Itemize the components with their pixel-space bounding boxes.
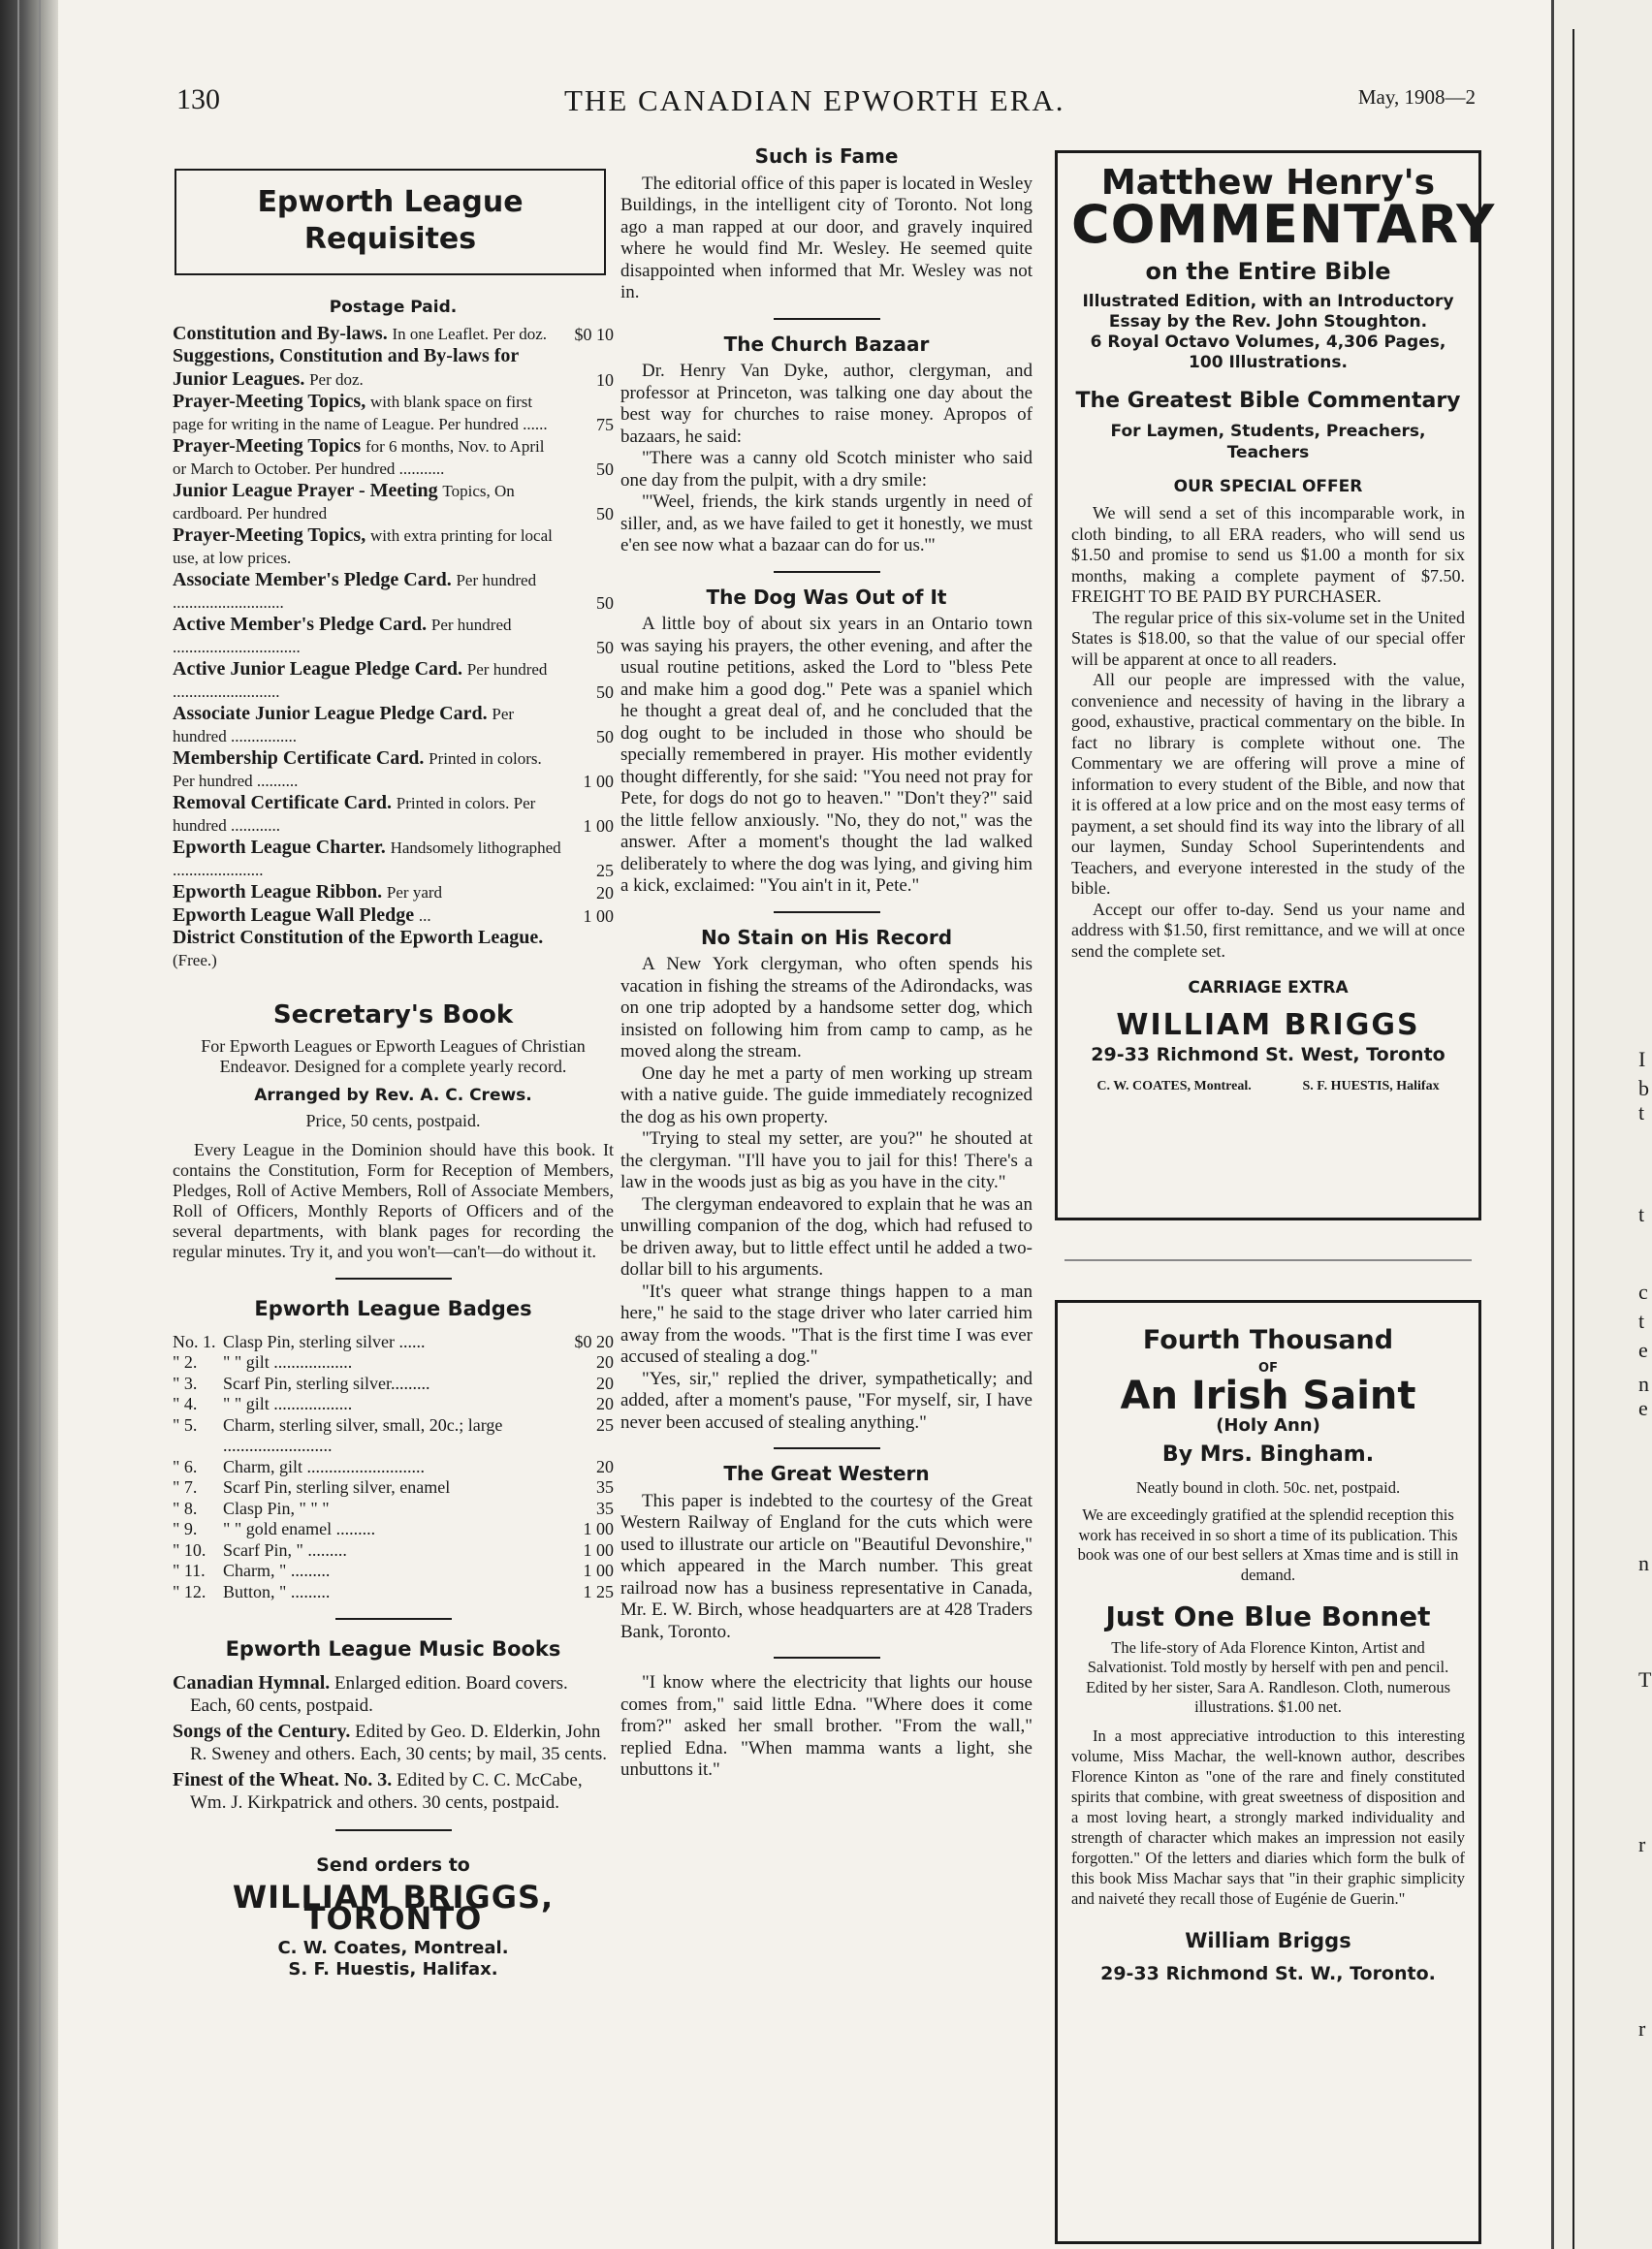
secretary-book-for: For Epworth Leagues or Epworth Leagues of Christian Endeavor. Designed for a complete yearly record. — [201, 1035, 586, 1076]
requisite-item — [173, 792, 614, 837]
fragment: n — [1638, 1372, 1649, 1396]
ad-agents — [1071, 1076, 1465, 1098]
adjacent-page — [1551, 0, 1652, 2249]
badge-number: " 6. — [173, 1456, 198, 1476]
requisite-name: Associate Member's Pledge Card. — [173, 569, 452, 590]
article-title-such-is-fame: Such is Fame — [754, 144, 899, 168]
fragment: e — [1638, 1396, 1648, 1420]
requisite-text — [173, 747, 561, 792]
article-body: This paper is indebted to the courtesy of the Great Western Railway of England for the cuts which were used to illustrate our article on "Beautiful Devonshire," which appeared in the March number. This great railroad now has a business representative in Canada, Mr. E. W. Birch, whose headquarters are at 428 Traders Bank, Toronto. — [620, 1490, 1032, 1642]
badge-price: 35 — [596, 1498, 614, 1518]
requisite-description: for 6 months, Nov. to April or March to October. Per hundred ........... — [173, 437, 545, 478]
requisite-price: $0 10 — [574, 324, 614, 344]
ad-of: OF — [1258, 1360, 1278, 1376]
requisite-description: Per doz. — [309, 369, 364, 389]
requisite-item — [173, 703, 614, 747]
badge-row — [173, 1582, 614, 1603]
requisite-price: 10 — [596, 369, 614, 390]
requisite-description: Handsomely lithographed ...................... — [173, 839, 561, 879]
requisite-description: Per hundred ........................... — [173, 571, 537, 612]
requisite-text — [173, 435, 561, 480]
newspaper-title: THE CANADIAN EPWORTH ERA. — [564, 83, 1065, 117]
requisite-price: 75 — [596, 414, 614, 434]
badge-row — [173, 1499, 614, 1520]
badge-item: Charm, sterling silver, small, 20c.; large ......................... — [223, 1414, 503, 1455]
requisite-item — [173, 881, 614, 904]
requisite-text — [173, 927, 561, 971]
fragment: I — [1638, 1047, 1646, 1071]
badge-number: " 3. — [173, 1373, 198, 1393]
requisite-text — [173, 837, 561, 881]
requisite-name: Epworth League Ribbon. — [173, 881, 383, 903]
badge-item: Charm, " ......... — [223, 1561, 331, 1580]
ad-body: We will send a set of this incomparable work, in cloth binding, to all ERA readers, who will send us $1.50 and promise to send us $1.00 a month for six months, making a complete payment of $7.50. FREIGHT TO BE PAID BY PURCHASER. — [1071, 503, 1465, 606]
ad-body: Accept our offer to-day. Send us your name and address with $1.50, first remittance, and we will at once send the complete set. — [1071, 899, 1465, 961]
badge-number: " 12. — [173, 1581, 206, 1601]
publisher-name: William Briggs — [1185, 1928, 1351, 1952]
column-advertisements — [1055, 150, 1496, 2244]
badge-item: Charm, gilt ........................... — [223, 1456, 425, 1476]
ad-edition: Illustrated Edition, with an Introductory Essay by the Rev. John Stoughton. — [1082, 292, 1454, 332]
article-body: A little boy of about six years in an Ontario town was saying his prayers, the other evening, and after the usual routine petitions, asked the Lord to "bless Pete and make him a good dog." Pete was a spaniel which he thought a great deal of, and he concluded that the dog ought to be included in those who should be specially remembered in prayer. His mother evidently thought differently, for she said: "You need not pray for Pete, for dogs do not go to heaven." "Don't they?" said the little fellow anxiously. "No, they do not," was the answer. After a moment's thought the lad walked deliberately to where the dog was lying, and giving him a kick, exclaimed: "You ain't in it, Pete." — [620, 614, 1032, 896]
badge-item: Button, " ......... — [223, 1581, 331, 1601]
books-advertisement — [1055, 1300, 1481, 2244]
requisite-text — [173, 703, 561, 747]
ad-audience: For Laymen, Students, Preachers, Teachers — [1110, 421, 1426, 462]
book-subtitle: (Holy Ann) — [1216, 1414, 1320, 1436]
requisite-name: Membership Certificate Card. — [173, 747, 425, 769]
ad-subtitle: on the Entire Bible — [1145, 257, 1391, 285]
music-book-description: Edited by Geo. D. Elderkin, John R. Sweney and others. Each, 30 cents; by mail, 35 cents. — [190, 1722, 608, 1764]
fragment: e — [1638, 1338, 1648, 1362]
divider — [774, 1447, 880, 1449]
postage-note: Postage Paid. — [329, 298, 458, 317]
article-body: "Yes, sir," replied the driver, sympathetically; and added, after a moment's pause, "For myself, sir, I have never been accused of stealing anything." — [620, 1368, 1032, 1433]
requisite-item — [173, 927, 614, 971]
badge-item: Scarf Pin, " ......... — [223, 1539, 347, 1560]
requisite-description: with blank space on first page for writing in the name of League. Per hundred ...... — [173, 393, 548, 433]
badge-number: " 9. — [173, 1519, 198, 1538]
music-book-name: Songs of the Century. — [173, 1721, 351, 1742]
music-book-description: Enlarged edition. Board covers. Each, 60 cents, postpaid. — [190, 1673, 568, 1716]
book-title-irish-saint: An Irish Saint — [1120, 1374, 1416, 1418]
article-body: One day he met a party of men working up stream with a native guide. The guide immediately recognized the dog as his own property. — [620, 1062, 1032, 1127]
requisite-item — [173, 345, 614, 391]
badge-price: 20 — [596, 1352, 614, 1372]
publisher-address: 29-33 Richmond St. W., Toronto. — [1100, 1963, 1436, 1984]
badge-price: $0 20 — [574, 1331, 614, 1351]
article-title-great-western: The Great Western — [723, 1462, 930, 1485]
book-spine — [0, 0, 58, 2249]
badge-row — [173, 1394, 614, 1415]
article-body: A New York clergyman, who often spends his vacation in fishing the streams of the Adirondacks, was on one trip adopted by a handsome setter dog, which insisted on following him from camp to camp, as he moved along the stream. — [620, 954, 1032, 1061]
requisite-text — [173, 480, 561, 524]
secretary-book-heading: Secretary's Book — [272, 1000, 514, 1029]
music-book-description: Edited by C. C. McCabe, Wm. J. Kirkpatrick and others. 30 cents, postpaid. — [190, 1770, 583, 1813]
ad-heading: The Greatest Bible Commentary — [1075, 389, 1461, 413]
requisite-text — [173, 524, 561, 569]
commentary-advertisement — [1055, 150, 1496, 1220]
requisites-title-line2: Requisites — [303, 222, 477, 256]
requisite-price: 50 — [596, 681, 614, 702]
ad-edition: Fourth Thousand — [1142, 1325, 1394, 1355]
fragment: T — [1638, 1667, 1652, 1692]
badge-price: 20 — [596, 1456, 614, 1476]
fragment: b — [1638, 1076, 1649, 1100]
fragment: t — [1638, 1309, 1645, 1333]
badge-number: " 7. — [173, 1477, 198, 1497]
ad-title: Matthew Henry's — [1100, 163, 1436, 203]
requisite-text — [173, 323, 561, 346]
requisite-name: Epworth League Wall Pledge — [173, 903, 415, 926]
music-book-item — [173, 1769, 614, 1814]
badge-price: 20 — [596, 1373, 614, 1393]
spine-line — [39, 0, 41, 2249]
requisite-description: Printed in colors. Per hundred .......... — [173, 749, 542, 790]
ad-offer-heading: OUR SPECIAL OFFER — [1173, 476, 1363, 496]
badge-row — [173, 1415, 614, 1457]
requisite-item — [173, 614, 614, 658]
badge-item: " " gilt .................. — [223, 1352, 353, 1372]
article-body: "'Weel, friends, the kirk stands urgently in need of siller, and, as we have failed to get it honestly, we must e'en see now what a bazaar can do for us.'" — [620, 491, 1032, 555]
divider — [335, 1618, 452, 1620]
requisites-title-line1: Epworth League — [257, 185, 524, 219]
music-book-item — [173, 1721, 614, 1765]
fragment: r — [1638, 1832, 1646, 1856]
music-book-name: Canadian Hymnal. — [173, 1672, 331, 1694]
badge-number: No. 1. — [173, 1331, 216, 1351]
ad-body: The regular price of this six-volume set in the United States is $18.00, so that the value of our special offer will be apparent at once to all readers. — [1071, 607, 1465, 669]
badge-number: " 2. — [173, 1352, 198, 1372]
badge-row — [173, 1477, 614, 1499]
requisite-text — [173, 792, 561, 837]
badge-price: 20 — [596, 1394, 614, 1413]
requisite-item — [173, 904, 614, 928]
agent-montreal: C. W. Coates, Montreal. — [277, 1937, 509, 1958]
requisite-price: 50 — [596, 726, 614, 746]
divider — [774, 911, 880, 913]
requisite-name: Removal Certificate Card. — [173, 792, 393, 813]
requisite-description: with extra printing for local use, at low prices. — [173, 526, 553, 567]
badge-row — [173, 1374, 614, 1395]
secretary-book-body: Every League in the Dominion should have this book. It contains the Constitution, Form for Reception of Members, Pledges, Roll of Active Members, Roll of Associate Members, Roll of Officers, Monthly Reports of Officers and of the several departments, with blank pages for recording the regular minutes. Try it, and you won't—can't—do without it. — [173, 1139, 614, 1261]
requisite-text — [173, 904, 561, 928]
book-description: We are exceedingly gratified at the splendid reception this work has received in so short a time of its publication. This book was one of our best sellers at Xmas time and is still in demand. — [1077, 1505, 1459, 1584]
requisite-text — [173, 881, 561, 904]
page-header — [176, 83, 1476, 132]
article-body: Dr. Henry Van Dyke, author, clergyman, and professor at Princeton, was talking one day about the best way for churches to raise money. Apropos of bazaars, he said: — [620, 361, 1032, 447]
requisite-item — [173, 435, 614, 480]
requisite-text — [173, 391, 561, 435]
book-review: In a most appreciative introduction to this interesting volume, Miss Machar, the well-known author, describes Florence Kinton as "one of the rare and finely constituted spirits that combine, with great sweetness of disposition and a most loving heart, a strongly marked individuality and strength of character which makes an impression not easily forgotten." Of the letters and diaries which form the bulk of this book Miss Machar says that "in their graphic simplicity and naiveté they recall those of Eugénie de Guerin." — [1071, 1726, 1465, 1908]
send-orders-label: Send orders to — [316, 1854, 470, 1876]
requisite-price: 50 — [596, 637, 614, 657]
badge-item: Scarf Pin, sterling silver......... — [223, 1373, 430, 1393]
publisher-name: WILLIAM BRIGGS — [1116, 1007, 1420, 1042]
requisite-name: Epworth League Charter. — [173, 837, 386, 858]
fragment: n — [1638, 1551, 1649, 1575]
article-body: "Trying to steal my setter, are you?" he shouted at the clergyman. "I'll have you to jail for this! There's a law in the woods just as big as you have in the city." — [620, 1128, 1032, 1192]
badge-price: 1 00 — [583, 1519, 614, 1538]
requisite-price: 1 00 — [583, 815, 614, 836]
requisite-item — [173, 323, 614, 346]
page-edge — [1551, 0, 1554, 2249]
badge-item: Clasp Pin, sterling silver ...... — [223, 1331, 426, 1351]
book-title-blue-bonnet: Just One Blue Bonnet — [1105, 1600, 1431, 1632]
requisite-price: 50 — [596, 592, 614, 613]
badge-row — [173, 1519, 614, 1540]
divider — [335, 1278, 452, 1280]
requisite-name: Suggestions, Constitution and By-laws for Junior Leagues. — [173, 345, 519, 390]
badge-price: 1 00 — [583, 1561, 614, 1580]
secretary-book-author: Arranged by Rev. A. C. Crews. — [254, 1085, 532, 1105]
music-book-name: Finest of the Wheat. No. 3. — [173, 1769, 393, 1790]
article-title-dog-out-of-it: The Dog Was Out of It — [706, 585, 947, 609]
requisite-name: District Constitution of the Epworth League. — [173, 927, 544, 948]
requisite-description: Per yard — [386, 883, 443, 902]
fragment: c — [1638, 1280, 1648, 1304]
badge-row — [173, 1561, 614, 1582]
requisite-name: Active Member's Pledge Card. — [173, 614, 428, 635]
badge-item: " " gold enamel ......... — [223, 1519, 376, 1538]
badge-number: " 8. — [173, 1498, 198, 1518]
requisite-item — [173, 391, 614, 435]
badges-heading: Epworth League Badges — [254, 1296, 532, 1320]
requisite-name: Associate Junior League Pledge Card. — [173, 703, 488, 724]
badge-row — [173, 1457, 614, 1478]
article-body: The editorial office of this paper is located in Wesley Buildings, in the intelligent city of Toronto. Not long ago a man rapped at our door, and gravely inquired where he would find Mr. Wesley. He seemed quite disappointed when informed that Mr. Wesley was not in. — [620, 173, 1032, 302]
requisites-list — [173, 323, 614, 972]
ad-volumes: 6 Royal Octavo Volumes, 4,306 Pages, 100 Illustrations. — [1090, 333, 1446, 372]
music-books-heading: Epworth League Music Books — [225, 1637, 561, 1661]
article-body: "There was a canny old Scotch minister who said one day from the pulpit, with a dry smile: — [620, 448, 1032, 491]
requisite-description: In one Leaflet. Per doz. — [392, 324, 548, 343]
requisite-description: Per hundred ................ — [173, 705, 515, 745]
requisite-name: Active Junior League Pledge Card. — [173, 658, 463, 680]
divider — [774, 1657, 880, 1659]
requisite-description: Topics, On cardboard. Per hundred — [173, 482, 515, 523]
agent-montreal: C. W. COATES, Montreal. — [1096, 1078, 1252, 1093]
agent-halifax: S. F. HUESTIS, Halifax — [1302, 1078, 1440, 1093]
requisite-description: ... — [418, 905, 431, 925]
badge-item: Clasp Pin, " " " — [223, 1498, 330, 1518]
book-description: The life-story of Ada Florence Kinton, Artist and Salvationist. Told mostly by herself with pen and pencil. Edited by her sister, Sara A. Randleson. Cloth, numerous illustrations. $1.00 net. — [1085, 1637, 1451, 1716]
divider — [335, 1829, 452, 1831]
article-body: "I know where the electricity that lights our house comes from," said little Edna. "Where does it come from?" asked her small brother. "From the wall," replied Edna. "When mamma wants a light, she unbuttons it." — [620, 1672, 1032, 1780]
requisite-description: Printed in colors. Per hundred ............ — [173, 794, 536, 835]
requisite-item — [173, 747, 614, 792]
requisite-item — [173, 524, 614, 569]
publisher-address: 29-33 Richmond St. West, Toronto — [1091, 1044, 1446, 1065]
badge-item: " " gilt .................. — [223, 1394, 353, 1413]
requisite-text — [173, 569, 561, 614]
issue-date: May, 1908—2 — [1357, 85, 1476, 109]
publisher-name: WILLIAM BRIGGS, TORONTO — [232, 1878, 555, 1937]
requisite-text — [173, 345, 561, 391]
requisite-description: Per hundred .......................... — [173, 660, 548, 701]
requisite-name: Prayer-Meeting Topics — [173, 435, 362, 457]
requisite-item — [173, 658, 614, 703]
requisite-price: 50 — [596, 503, 614, 523]
badge-price: 1 00 — [583, 1539, 614, 1560]
requisite-item — [173, 480, 614, 524]
badge-price: 25 — [596, 1414, 614, 1435]
ad-title: COMMENTARY — [1071, 193, 1496, 255]
requisite-price: 1 00 — [583, 771, 614, 791]
requisite-name: Constitution and By-laws. — [173, 322, 388, 344]
requisite-name: Prayer-Meeting Topics, — [173, 524, 366, 546]
badge-item: Scarf Pin, sterling silver, enamel — [223, 1477, 451, 1497]
requisite-price: 25 — [596, 860, 614, 880]
requisite-price: 50 — [596, 459, 614, 479]
ad-body: All our people are impressed with the value, convenience and necessity of having in the library a good, exhaustive, practical commentary on the bible. In fact no library is complete without one. The Commentary we are offering will prove a mine of information to every student of the Bible, and now that it is offered at a low price and on the most easy terms of payment, a set should find its way into the library of all our laymen, Sunday School Superintendents and Teachers, and everyone interested in the study of the bible. — [1071, 670, 1465, 898]
fragment: t — [1638, 1202, 1645, 1226]
fragment: t — [1638, 1100, 1645, 1124]
requisite-name: Prayer-Meeting Topics, — [173, 391, 366, 412]
article-title-church-bazaar: The Church Bazaar — [723, 332, 930, 356]
requisite-price: 20 — [596, 883, 614, 903]
requisite-item — [173, 837, 614, 881]
requisite-name: Junior League Prayer - Meeting — [173, 480, 438, 501]
badge-number: " 11. — [173, 1561, 206, 1580]
requisite-text — [173, 614, 561, 658]
column-requisites — [173, 165, 614, 1981]
page-number: 130 — [176, 83, 220, 115]
badge-price: 35 — [596, 1477, 614, 1497]
badge-number: " 4. — [173, 1394, 198, 1413]
music-books-list — [173, 1672, 614, 1814]
music-book-item — [173, 1672, 614, 1717]
badge-row — [173, 1332, 614, 1353]
column-rule — [1573, 29, 1574, 2249]
requisite-price: 1 00 — [583, 905, 614, 926]
badge-row — [173, 1352, 614, 1374]
divider — [774, 571, 880, 573]
badge-price: 1 25 — [583, 1581, 614, 1601]
agent-halifax: S. F. Huestis, Halifax. — [288, 1959, 498, 1980]
divider — [1064, 1259, 1472, 1261]
article-title-no-stain: No Stain on His Record — [700, 925, 953, 949]
column-articles — [620, 145, 1032, 1782]
requisite-text — [173, 658, 561, 703]
badge-row — [173, 1540, 614, 1562]
spine-line — [17, 0, 19, 2249]
badges-list — [173, 1332, 614, 1603]
requisite-description: Per hundred ............................... — [173, 616, 512, 656]
book-author: By Mrs. Bingham. — [1161, 1442, 1375, 1467]
article-body: The clergyman endeavored to explain that he was an unwilling companion of the dog, which had refused to be driven away, but to little effect until he added a two-dollar bill to his arguments. — [620, 1193, 1032, 1280]
badge-number: " 10. — [173, 1539, 206, 1560]
requisites-title-box — [175, 169, 606, 275]
divider — [774, 318, 880, 320]
secretary-book-price: Price, 50 cents, postpaid. — [305, 1111, 481, 1130]
carriage-note: CARRIAGE EXTRA — [1188, 978, 1349, 998]
fragment: r — [1638, 2016, 1646, 2041]
article-body: "It's queer what strange things happen to a man here," he said to the stage driver who later carried him away from the woods. "That is the first time I was ever accused of stealing a dog." — [620, 1281, 1032, 1367]
requisite-item — [173, 569, 614, 614]
requisite-description: (Free.) — [173, 950, 217, 969]
book-price: Neatly bound in cloth. 50c. net, postpaid. — [1135, 1477, 1401, 1497]
badge-number: " 5. — [173, 1414, 198, 1435]
